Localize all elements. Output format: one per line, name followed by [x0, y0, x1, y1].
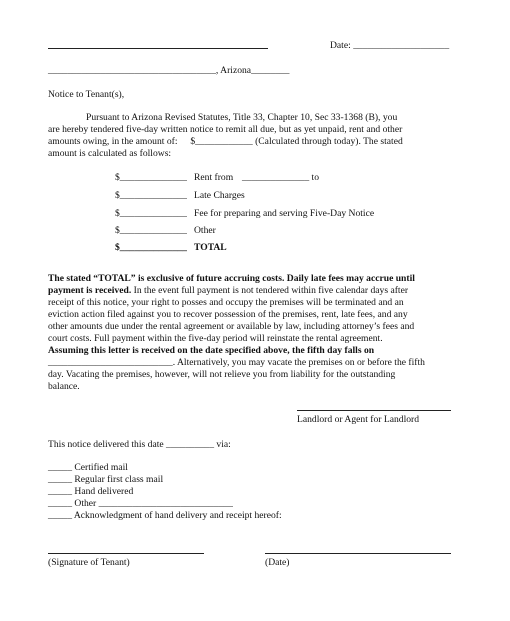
- charge-other-amount[interactable]: $______________: [115, 225, 187, 236]
- charge-total-amount[interactable]: $______________: [115, 242, 187, 253]
- charge-fee-label: Fee for preparing and serving Five-Day Notice: [194, 208, 375, 219]
- body-line-1: The stated “TOTAL” is exclusive of future accruing costs. Daily late fees may accrue until: [48, 273, 415, 284]
- body-line-7: Assuming this letter is received on the date specified above, the fifth day falls on: [48, 345, 375, 356]
- option-blank[interactable]: _____: [48, 498, 72, 509]
- delivery-date-blank[interactable]: __________: [166, 439, 214, 450]
- charge-late-amount[interactable]: $______________: [115, 190, 187, 201]
- tenant-signature-line[interactable]: [48, 553, 204, 554]
- option-blank[interactable]: _____: [48, 462, 72, 473]
- option-label: Acknowledgment of hand delivery and receipt hereof:: [73, 510, 282, 521]
- other-detail-blank[interactable]: ____________________________: [98, 498, 233, 509]
- fifth-day-blank[interactable]: __________________________: [48, 357, 173, 368]
- delivery-option-acknowledgment: [48, 510, 282, 522]
- body-line-6: court costs. Full payment within the five-day period will reinstate the rental agreement.: [48, 333, 383, 344]
- landlord-label: Landlord or Agent for Landlord: [297, 414, 420, 425]
- body-line-2: [48, 285, 408, 297]
- charge-other-label: Other: [194, 225, 216, 236]
- delivery-option-certified: [48, 462, 128, 474]
- intro-line-4: amount is calculated as follows:: [48, 148, 172, 159]
- option-blank[interactable]: _____: [48, 486, 72, 497]
- charge-fee-amount[interactable]: $______________: [115, 208, 187, 219]
- state-blank[interactable]: ________: [251, 65, 290, 76]
- charge-late-label: Late Charges: [194, 190, 245, 201]
- body-line-9: day. Vacating the premises, however, will not relieve you from liability for the outstanding: [48, 369, 396, 380]
- delivery-option-hand: [48, 486, 133, 498]
- body-line-8-text: . Alternatively, you may vacate the premises on or before the fifth: [172, 357, 425, 368]
- charge-rent-period[interactable]: ______________ to: [241, 172, 320, 183]
- body-line-5: other amounts due under the rental agreement or available by law, including attorney’s fees and: [48, 321, 415, 332]
- option-label: Certified mail: [74, 462, 128, 473]
- date-label: Date:: [330, 40, 351, 51]
- body-line-2-bold: payment is received.: [48, 285, 132, 296]
- body-line-4: eviction action filed against you to recover possession of the premises, rent, late fees, and any: [48, 309, 408, 320]
- option-label: Hand delivered: [74, 486, 134, 497]
- tenant-signature-label: (Signature of Tenant): [48, 557, 130, 568]
- intro-line-2: are hereby tendered five-day written notice to remit all due, but as yet unpaid, rent and other: [48, 124, 403, 135]
- delivery-via: via:: [216, 439, 231, 450]
- delivery-option-regular: [48, 474, 163, 486]
- city-blank[interactable]: ___________________________________,: [48, 65, 219, 76]
- option-blank[interactable]: _____: [48, 474, 72, 485]
- body-line-8: [48, 357, 425, 369]
- intro-line-1: Pursuant to Arizona Revised Statutes, Title 33, Chapter 10, Sec 33-1368 (B), you: [86, 112, 398, 123]
- intro-amount-label: amounts owing, in the amount of:: [48, 136, 178, 147]
- intro-line-3: [48, 136, 403, 148]
- body-line-2-text: In the event full payment is not tendered within five calendar days after: [131, 285, 409, 296]
- date-blank[interactable]: ____________________: [353, 40, 450, 51]
- charge-rent-label: [194, 172, 319, 184]
- charge-rent-amount[interactable]: $______________: [115, 172, 187, 183]
- charge-total-label: TOTAL: [194, 242, 227, 253]
- date-field: [330, 40, 449, 52]
- intro-amount-blank[interactable]: $____________ (Calculated through today). The stated: [190, 136, 403, 147]
- charge-rent-text: Rent from: [194, 172, 234, 183]
- tenant-name-line[interactable]: [48, 48, 268, 49]
- date-signature-label: (Date): [265, 557, 290, 568]
- delivery-intro: [48, 439, 231, 451]
- landlord-signature-line[interactable]: [297, 410, 451, 411]
- salutation: Notice to Tenant(s),: [48, 89, 125, 100]
- state-label: Arizona: [220, 65, 252, 76]
- delivery-intro-text: This notice delivered this date: [48, 439, 164, 450]
- option-label: Other: [74, 498, 97, 509]
- body-line-3: receipt of this notice, your right to posses and occupy the premises will be terminated and an: [48, 297, 404, 308]
- delivery-option-other: [48, 498, 233, 510]
- address-line: [48, 65, 289, 77]
- option-blank[interactable]: _____: [48, 510, 72, 521]
- date-signature-line[interactable]: [265, 553, 451, 554]
- option-label: Regular first class mail: [74, 474, 164, 485]
- body-line-10: balance.: [48, 381, 80, 392]
